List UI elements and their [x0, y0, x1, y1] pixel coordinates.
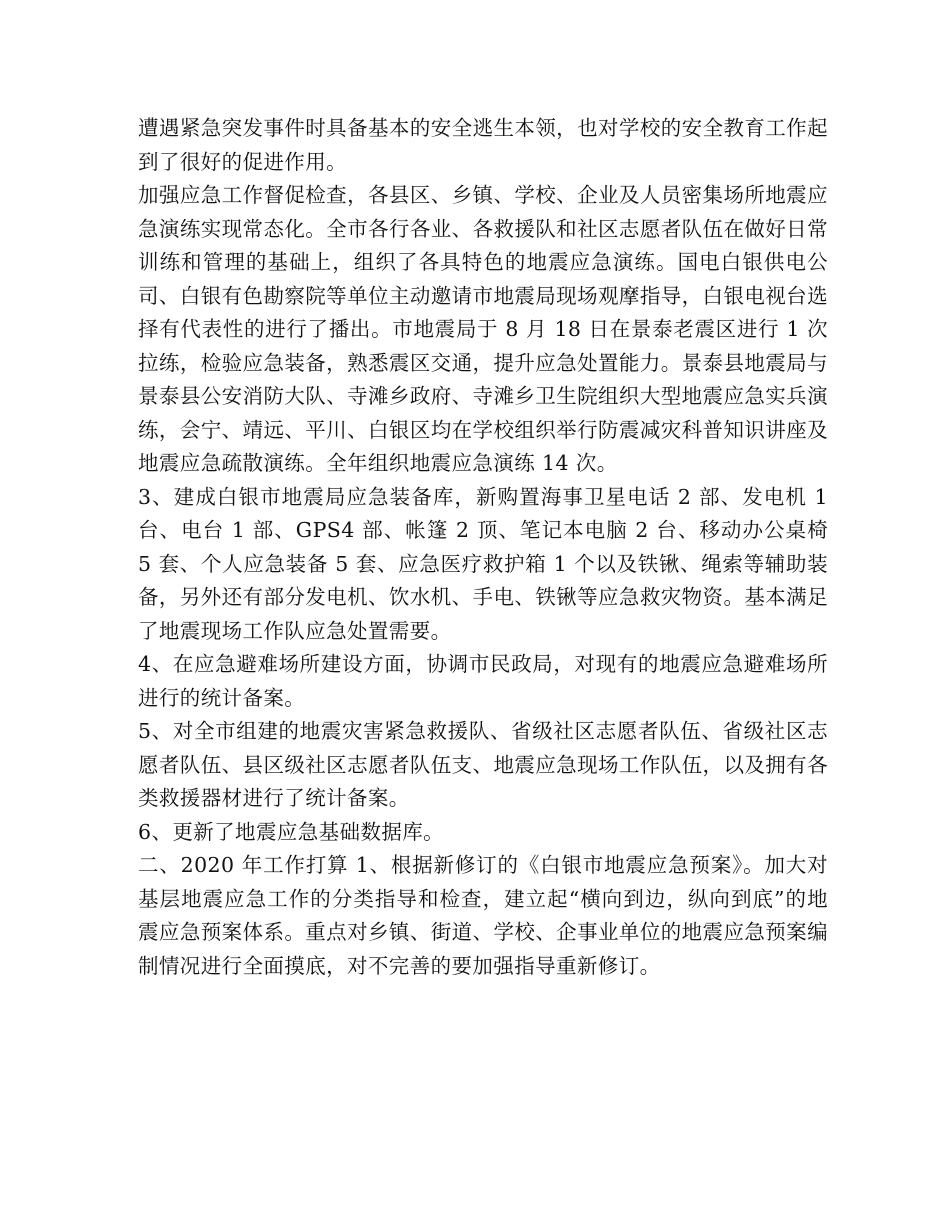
paragraph-equipment-depot: 3、建成白银市地震局应急装备库，新购置海事卫星电话 2 部、发电机 1 台、电台 1 部、GPS4 部、帐篷 2 顶、笔记本电脑 2 台、移动办公桌椅 5 套、个人应急装备 5 套、应急医疗救护箱 1 个以及铁锹、绳索等辅助装备，另外还有部分发电机、饮水机、手电、铁锹等应急救灾物资。基本满足了地震现场工作队应急处置需要。	[138, 484, 828, 643]
paragraph-shelter-sites: 4、在应急避难场所建设方面，协调市民政局，对现有的地震应急避难场所进行的统计备案。	[138, 652, 828, 710]
paragraph-database-update: 6、更新了地震应急基础数据库。	[138, 819, 445, 844]
paragraph-safety-education: 遭遇紧急突发事件时具备基本的安全逃生本领，也对学校的安全教育工作起到了很好的促进作用。	[138, 116, 828, 174]
paragraph-rescue-teams: 5、对全市组建的地震灾害紧急救援队、省级社区志愿者队伍、省级社区志愿者队伍、县区级社区志愿者队伍支、地震应急现场工作队伍，以及拥有各类救援器材进行了统计备案。	[138, 719, 828, 810]
paragraph-drill-inspection: 加强应急工作督促检查，各县区、乡镇、学校、企业及人员密集场所地震应急演练实现常态化。全市各行各业、各救援队和社区志愿者队伍在做好日常训练和管理的基础上，组织了各具特色的地震应急演练。国电白银供电公司、白银有色勘察院等单位主动邀请市地震局现场观摩指导，白银电视台选择有代表性的进行了播出。市地震局于 8 月 18 日在景泰老震区进行 1 次拉练，检验应急装备，熟悉震区交通，提升应急处置能力。景泰县地震局与景泰县公安消防大队、寺滩乡政府、寺滩乡卫生院组织大型地震应急实兵演练，会宁、靖远、平川、白银区均在学校组织举行防震减灾科普知识讲座及地震应急疏散演练。全年组织地震应急演练 14 次。	[138, 183, 828, 475]
paragraph-2020-plan: 二、2020 年工作打算 1、根据新修订的《白银市地震应急预案》。加大对基层地震应急工作的分类指导和检查，建立起“横向到边，纵向到底”的地震应急预案体系。重点对乡镇、街道、学校、企事业单位的地震应急预案编制情况进行全面摸底，对不完善的要加强指导重新修订。	[138, 853, 828, 978]
document-body	[138, 112, 828, 983]
